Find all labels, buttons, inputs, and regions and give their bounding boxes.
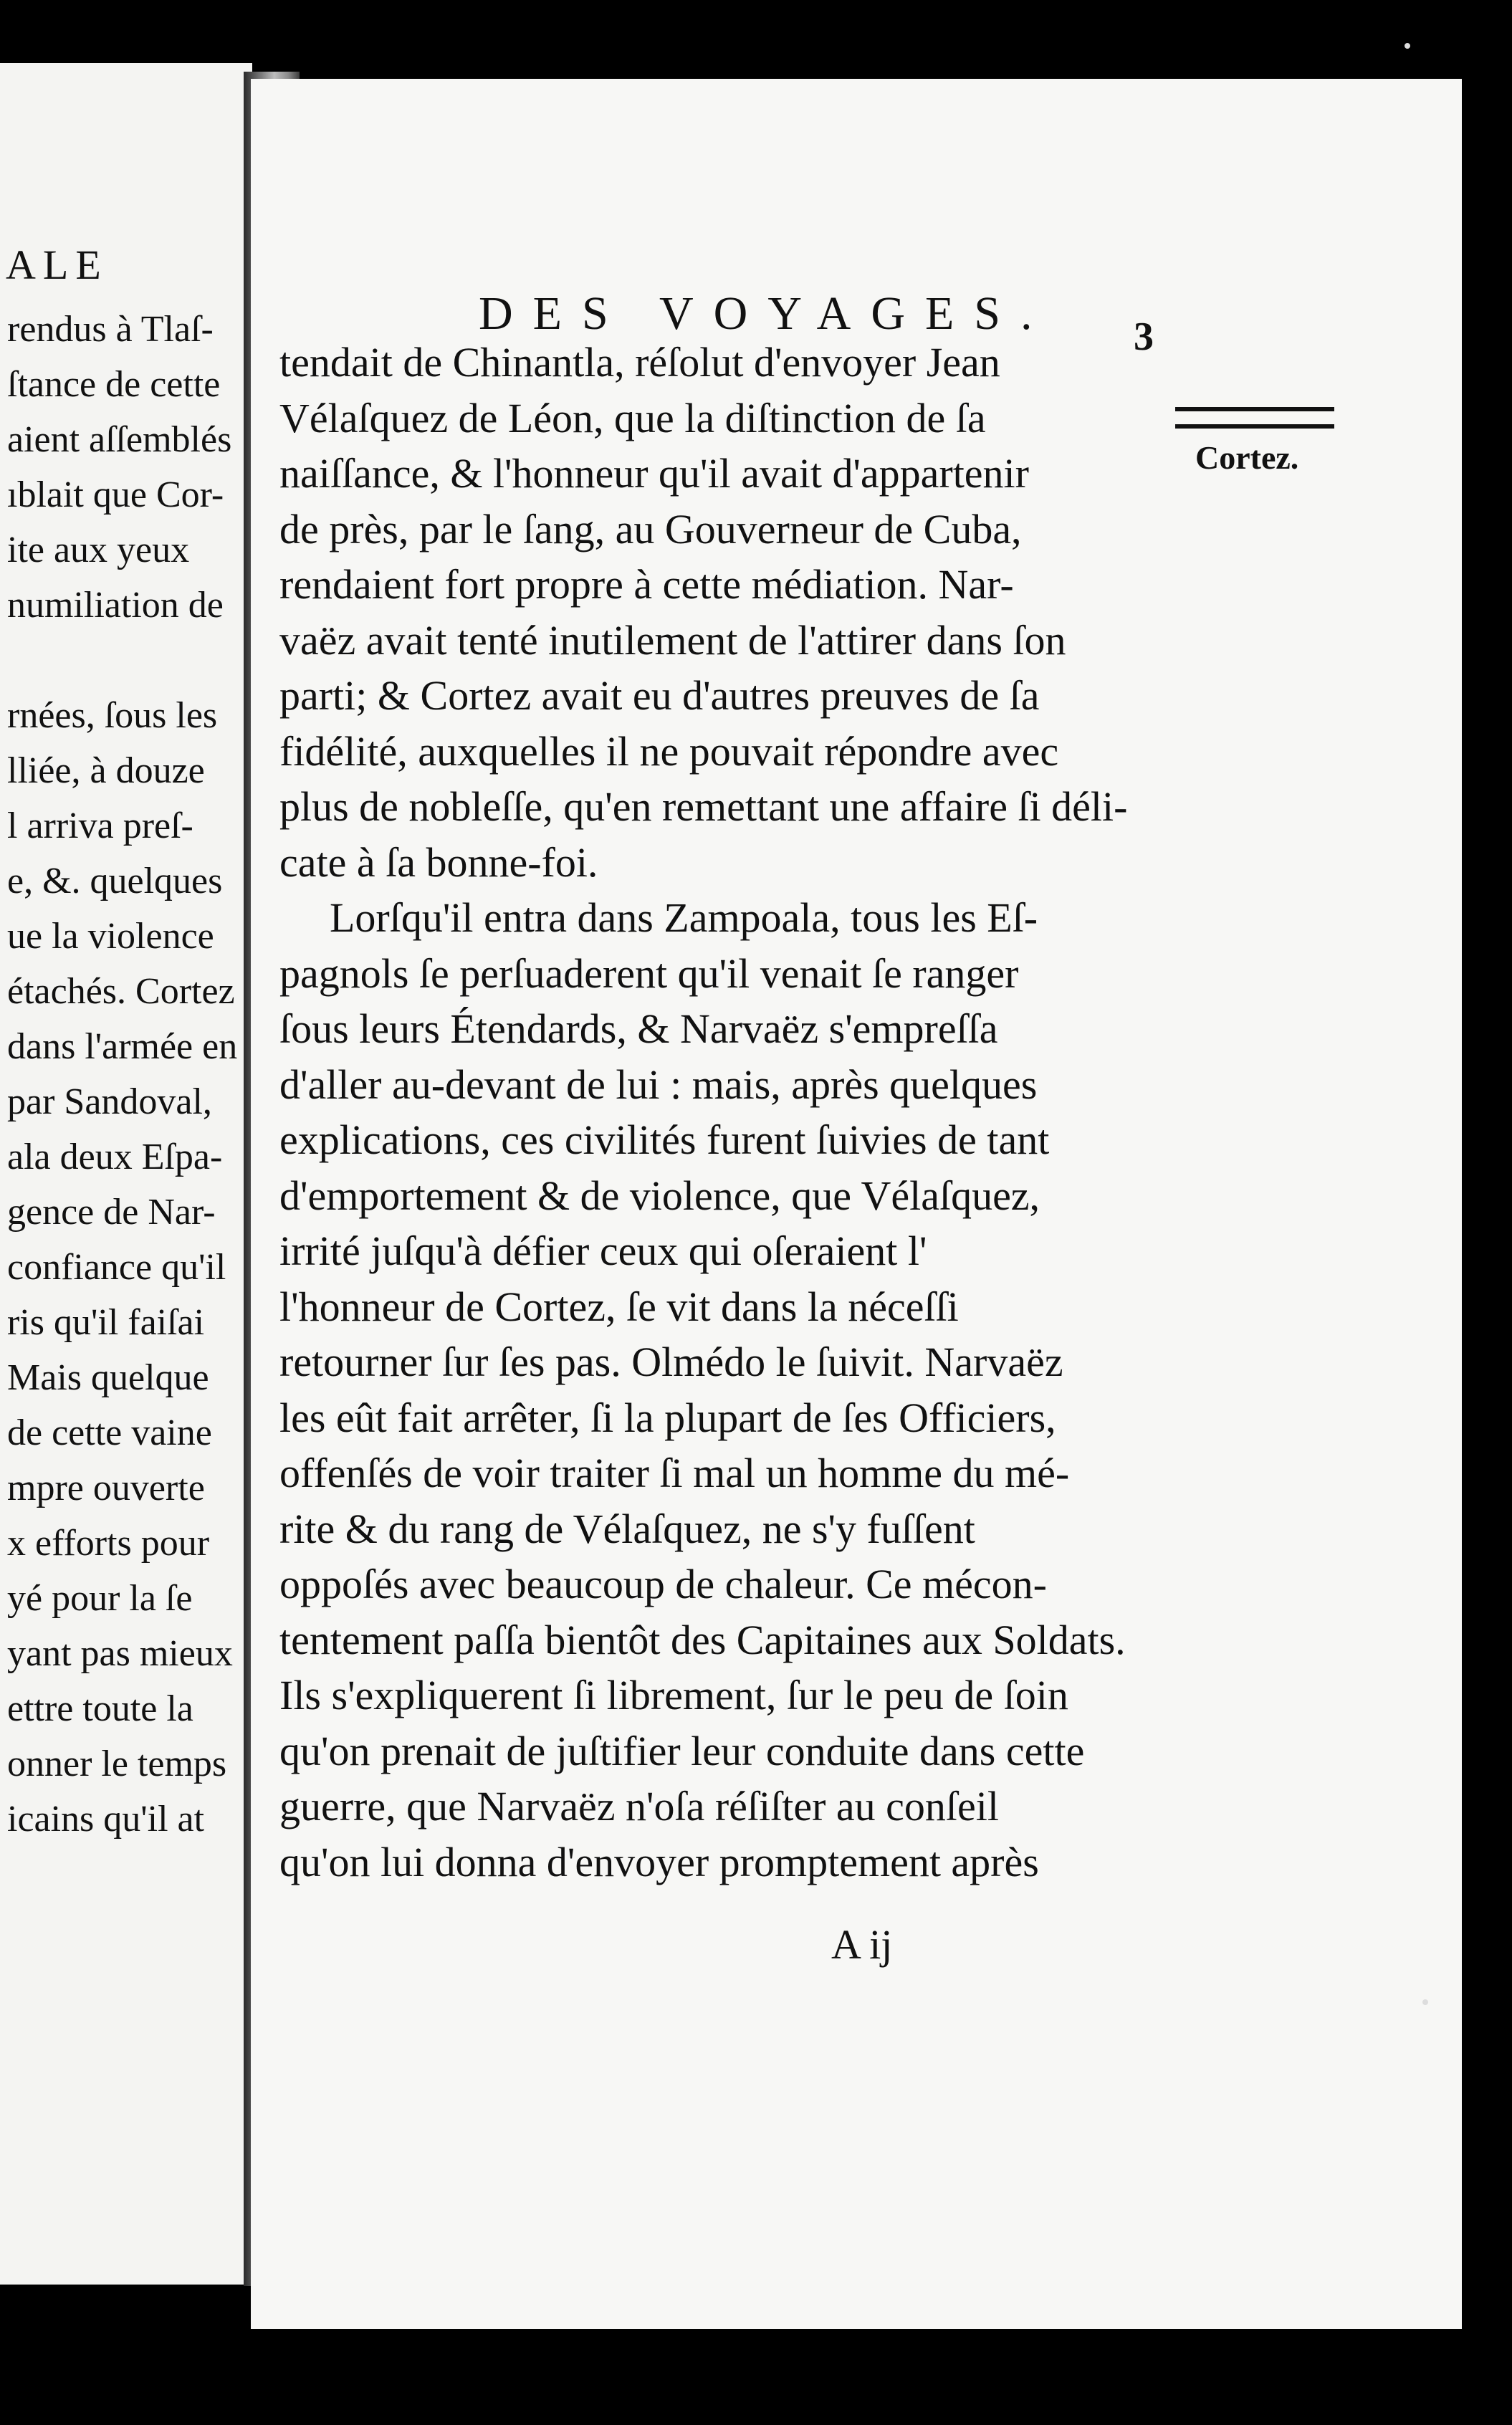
left-facing-page — [0, 63, 252, 2285]
body-text-line: de près, par le ſang, au Gouverneur de Cuba, — [279, 506, 1022, 553]
body-text-line: qu'on lui donna d'envoyer promptement après — [279, 1839, 1039, 1885]
left-text-line: numiliation de — [7, 585, 224, 626]
left-text-line: ſtance de cette — [7, 364, 221, 405]
body-text-line: tentement paſſa bientôt des Capitaines aux Soldats. — [279, 1617, 1126, 1663]
body-text-line: l'honneur de Cortez, ſe vit dans la néceſſi — [279, 1283, 959, 1330]
left-text-line: ris qu'il faiſai — [7, 1302, 205, 1343]
body-text-line: les eût fait arrêter, ſi la plupart de ſes Officiers, — [279, 1395, 1056, 1441]
left-text-line: confiance qu'il — [7, 1247, 226, 1288]
body-text-line: offenſés de voir traiter ſi mal un homme du mé- — [279, 1450, 1070, 1496]
body-text-line: retourner ſur ſes pas. Olmédo le ſuivit. Narvaëz — [279, 1339, 1063, 1385]
body-text-line: plus de nobleſſe, qu'en remettant une affaire ſi déli- — [279, 783, 1128, 830]
left-text-line: ıblait que Cor- — [7, 474, 224, 515]
left-text-line: e, &. quelques — [7, 861, 223, 901]
page-number: 3 — [1134, 315, 1154, 359]
body-text-line: oppoſés avec beaucoup de chaleur. Ce mécon- — [279, 1561, 1047, 1607]
left-text-line: par Sandoval, — [7, 1081, 212, 1122]
left-text-line: gence de Nar- — [7, 1192, 216, 1233]
left-text-line: dans l'armée en — [7, 1026, 238, 1067]
body-text-line: rendaient fort propre à cette médiation. Nar- — [279, 561, 1014, 608]
left-text-line: ite aux yeux — [7, 530, 190, 570]
left-text-line: rendus à Tlaſ- — [7, 309, 214, 350]
body-text-line: Vélaſquez de Léon, que la diſtinction de ſa — [279, 395, 986, 441]
body-text-line: cate à ſa bonne-foi. — [279, 839, 598, 886]
body-text-line: vaëz avait tenté inutilement de l'attirer dans ſon — [279, 617, 1066, 664]
body-text-line: pagnols ſe perſuaderent qu'il venait ſe ranger — [279, 950, 1019, 997]
body-text-line: qu'on prenait de juſtifier leur conduite dans cette — [279, 1728, 1085, 1774]
left-text-line: ala deux Eſpa- — [7, 1137, 223, 1177]
body-text-line: fidélité, auxquelles il ne pouvait répondre avec — [279, 728, 1059, 775]
left-text-line: ue la violence — [7, 916, 214, 957]
left-text-line: l arriva preſ- — [7, 805, 193, 846]
left-text-line: mpre ouverte — [7, 1468, 205, 1508]
scan-speck — [1422, 1999, 1428, 2005]
body-text-line: d'aller au-devant de lui : mais, après quelques — [279, 1061, 1038, 1108]
body-text-line: rite & du rang de Vélaſquez, ne s'y fuſſent — [279, 1506, 975, 1552]
left-text-line: yé pour la ſe — [7, 1578, 193, 1619]
body-text-line: d'emportement & de violence, que Vélaſquez, — [279, 1172, 1040, 1219]
body-text-line: naiſſance, & l'honneur qu'il avait d'appartenir — [279, 450, 1029, 497]
body-text-line: ſous leurs Étendards, & Narvaëz s'empreſſa — [279, 1005, 998, 1052]
body-text-line: Ils s'expliquerent ſi librement, ſur le peu de ſoin — [279, 1672, 1068, 1718]
left-text-line: rnées, ſous les — [7, 695, 218, 736]
body-text-line: guerre, que Narvaëz n'oſa réſiſter au conſeil — [279, 1783, 999, 1829]
margin-rule — [1175, 407, 1334, 429]
running-head: DES VOYAGES. — [479, 287, 1053, 340]
body-text-line: parti; & Cortez avait eu d'autres preuves de ſa — [279, 672, 1040, 719]
left-text-line: icains qu'il at — [7, 1799, 205, 1840]
right-page — [251, 79, 1462, 2329]
left-text-line: yant pas mieux — [7, 1633, 233, 1674]
body-text-line: irrité juſqu'à défier ceux qui oſeraient l' — [279, 1228, 927, 1274]
body-text-line: Lorſqu'il entra dans Zampoala, tous les Eſ- — [330, 894, 1038, 941]
signature-mark: A ij — [831, 1921, 893, 1968]
left-text-line: aient aſſemblés — [7, 419, 232, 460]
scan-speck — [1405, 43, 1410, 49]
left-text-line: onner le temps — [7, 1744, 227, 1784]
left-running-head: ALE — [6, 241, 108, 288]
body-text-line: tendait de Chinantla, réſolut d'envoyer Jean — [279, 339, 1000, 386]
left-text-line: ettre toute la — [7, 1688, 193, 1729]
left-text-line: x efforts pour — [7, 1523, 210, 1564]
margin-note: Cortez. — [1195, 439, 1299, 476]
left-text-line: Mais quelque — [7, 1357, 209, 1398]
body-text-line: explications, ces civilités furent ſuivies de tant — [279, 1116, 1050, 1163]
left-text-line: lliée, à douze — [7, 750, 205, 791]
left-text-line: étachés. Cortez — [7, 971, 235, 1012]
left-text-line: de cette vaine — [7, 1412, 212, 1453]
